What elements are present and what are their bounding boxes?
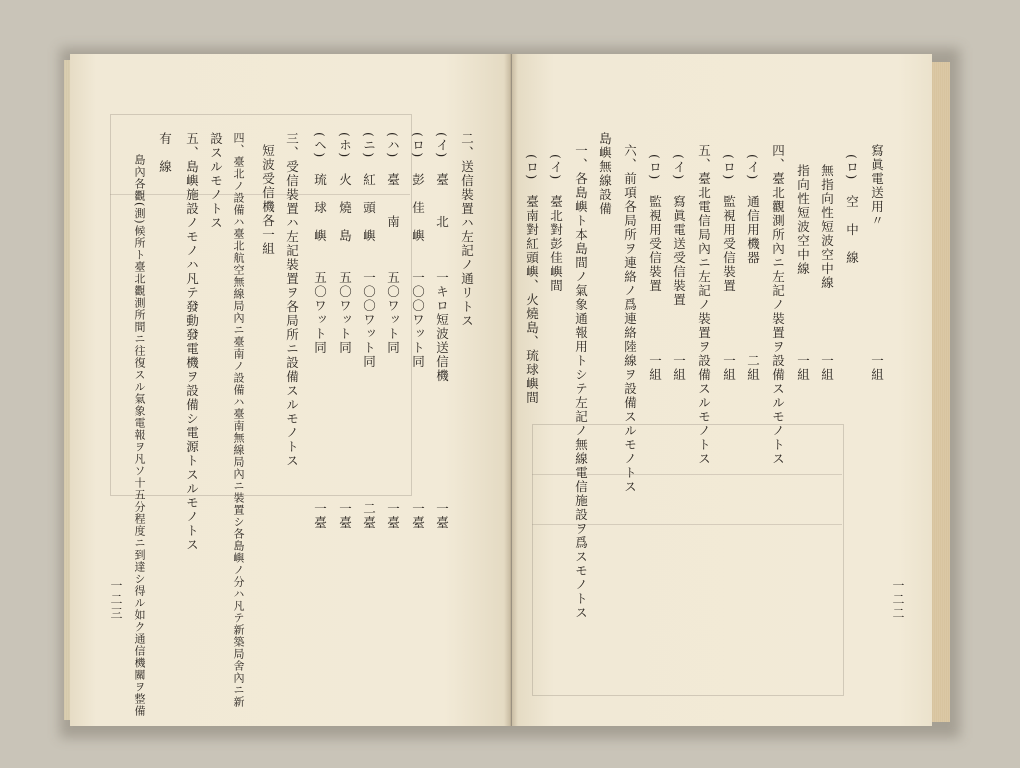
right-col-4-tail: 一組 (795, 354, 811, 382)
left-col-3-tail: 一臺 (410, 502, 426, 530)
left-col-4-tail: 一臺 (385, 502, 401, 530)
left-col-14: 島內各觀(測)候所ト臺北觀測所間ニ往復スル氣象電報ヲ凡ソ十五分程度ニ到達シ得ル如ク通信機關ヲ整備 (133, 154, 146, 717)
right-col-7-tail: 一組 (721, 354, 737, 382)
right-col-15: (ロ) 臺南對紅頭嶼、火燒島、琉球嶼間 (524, 154, 540, 405)
right-col-1: 寫眞電送用〃 (869, 144, 885, 228)
right-col-12: 島嶼無線設備 (597, 132, 613, 216)
right-col-6-tail: 二組 (745, 354, 761, 382)
left-col-7-tail: 一臺 (312, 502, 328, 530)
right-page-number: 一二二 (891, 579, 905, 621)
right-page (512, 54, 932, 726)
left-col-2: (イ) 臺 北 一キロ短波送信機 (434, 132, 450, 383)
right-col-13: 一、各島嶼ト本島間ノ氣象通報用トシテ左記ノ無線電信施設ヲ爲スモノトス (573, 144, 589, 620)
right-col-6: (イ) 通信用機器 (745, 154, 761, 265)
book-gutter (504, 54, 518, 726)
left-col-6-tail: 一臺 (337, 502, 353, 530)
left-col-9: 短波受信機各一組 (260, 144, 276, 256)
left-col-7: (ヘ) 琉 球 嶼 五〇ワット同 (312, 132, 328, 355)
right-fore-edge (930, 62, 950, 722)
right-col-3-tail: 一組 (819, 354, 835, 382)
left-col-8: 三、受信裝置ハ左記裝置ヲ各局所ニ設備スルモノトス (284, 132, 300, 468)
left-col-1: 二、送信裝置ハ左記ノ通リトス (459, 132, 475, 328)
left-col-10: 四、臺北ノ設備ハ臺北航空無線局內ニ臺南ノ設備ハ臺南無線局內ニ裝置シ各島嶼ノ分ハ凡テ新築局舍內ニ新 (232, 132, 245, 708)
right-col-8: 五、臺北電信局內ニ左記ノ裝置ヲ設備スルモノトス (696, 144, 712, 466)
right-col-5: 四、臺北觀測所內ニ左記ノ裝置ヲ設備スルモノトス (770, 144, 786, 466)
left-col-13: 有 線 (157, 132, 173, 174)
left-col-6: (ホ) 火 燒 島 五〇ワット同 (337, 132, 353, 355)
left-page (70, 54, 511, 726)
right-col-9: (イ) 寫眞電送受信裝置 (671, 154, 687, 307)
left-col-12: 五、島嶼施設ノモノハ凡テ發動發電機ヲ設備シ電源トスルモノトス (184, 132, 200, 552)
right-col-10: (ロ) 監視用受信裝置 (647, 154, 663, 293)
left-col-3: (ロ) 彭 佳 嶼 一〇〇ワット同 (410, 132, 426, 369)
right-col-11: 六、前項各局所ヲ連絡ノ爲連絡陸線ヲ設備スルモノトス (622, 144, 638, 494)
right-col-2: (ロ) 空 中 線 (844, 154, 860, 265)
left-col-11: 設スルモノトス (208, 132, 224, 230)
right-col-4: 指向性短波空中線 (795, 164, 811, 276)
right-col-9-tail: 一組 (671, 354, 687, 382)
left-col-5-tail: 二臺 (361, 502, 377, 530)
right-col-7: (ロ) 監視用受信裝置 (721, 154, 737, 293)
right-col-14: (イ) 臺北對彭佳嶼間 (548, 154, 564, 293)
left-page-number: 一二三 (109, 579, 123, 621)
right-col-3: 無指向性短波空中線 (819, 164, 835, 290)
left-col-2-tail: 一臺 (434, 502, 450, 530)
right-col-1-tail: 一組 (869, 354, 885, 382)
left-col-4: (ハ) 臺 南 五〇ワット同 (385, 132, 401, 355)
right-col-10-tail: 一組 (647, 354, 663, 382)
left-col-5: (ニ) 紅 頭 嶼 一〇〇ワット同 (361, 132, 377, 369)
